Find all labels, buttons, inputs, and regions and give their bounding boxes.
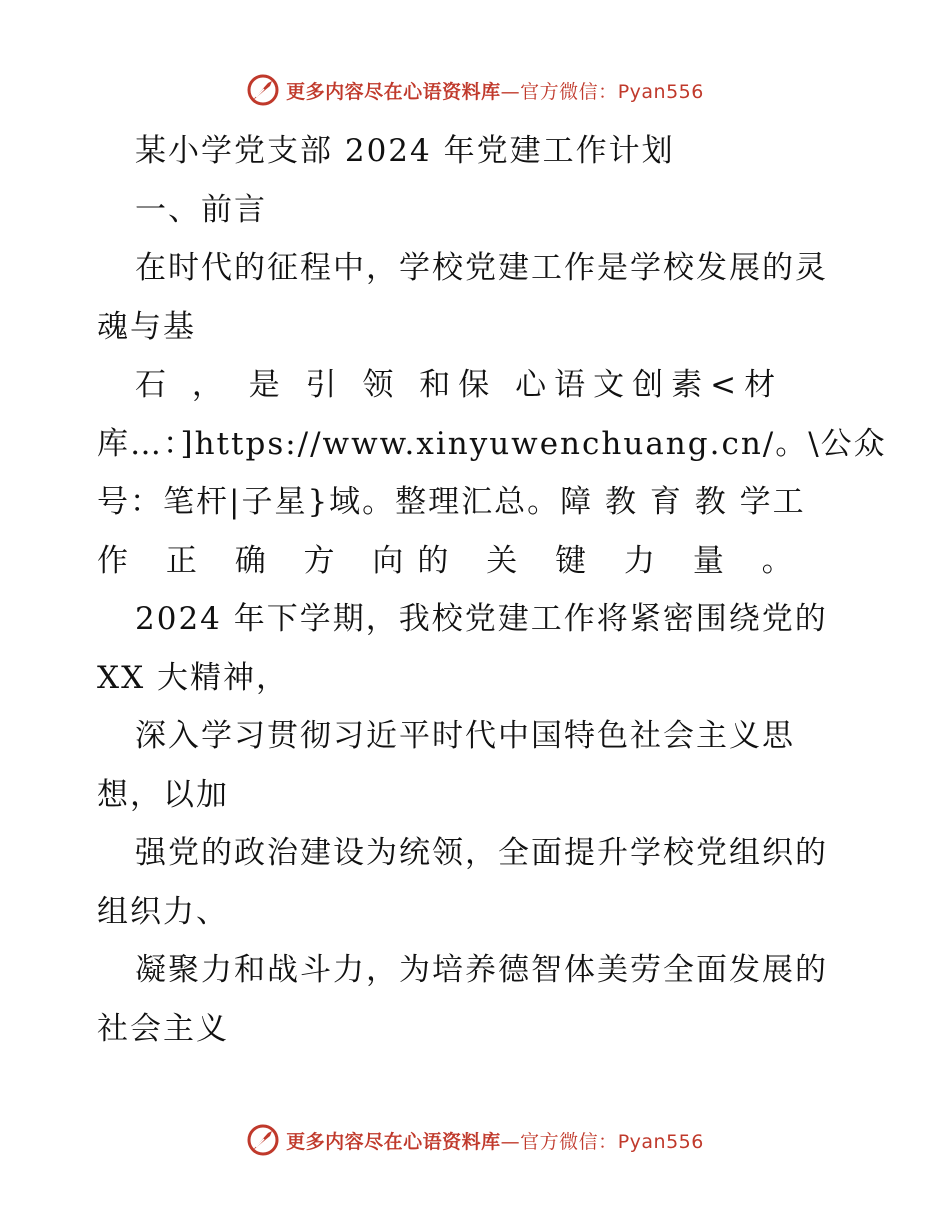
footer-banner [0,1120,950,1160]
section-heading: 一、前言 [135,191,267,228]
paragraph-line: 2024 年下学期，我校党建工作将紧密围绕党的 [135,601,828,637]
banner-dash: — [500,80,521,103]
paragraph-line: 组织力、 [97,893,229,930]
banner-wechat-id: Pyan556 [617,1130,704,1153]
document-title: 某小学党支部 2024 年党建工作计划 [135,133,675,169]
banner-brand-text: 更多内容尽在心语资料库 [286,1130,501,1153]
banner-wechat-id: Pyan556 [617,80,704,103]
quill-pen-logo-icon [246,1123,280,1157]
paragraph-line: 强党的政治建设为统领，全面提升学校党组织的 [135,835,828,871]
paragraph-line: 号：笔杆|子星}域。整理汇总。障 教 育 教 学工 [97,484,806,520]
paragraph-line: 魂与基 [97,308,196,345]
paragraph-line: 石 ， 是 引 领 和保 心语文创素<材 [135,367,784,403]
paragraph-line: 凝聚力和战斗力，为培养德智体美劳全面发展的 [135,952,828,988]
banner-wechat-label: 官方微信： [520,1130,618,1153]
banner-brand-text: 更多内容尽在心语资料库 [286,80,501,103]
paragraph-line: 社会主义 [97,1010,229,1047]
banner-dash: — [500,1130,521,1153]
paragraph-line: 在时代的征程中，学校党建工作是学校发展的灵 [135,250,828,286]
document-body [97,122,887,1058]
paragraph-line: 想，以加 [97,776,229,813]
paragraph-line: 库…：]https://www.xinyuwenchuang.cn/。\公众 [97,425,887,462]
quill-pen-logo-icon [246,73,280,107]
paragraph-line: 作 正 确 方 向的 关 键 力 量 。 [97,542,807,579]
banner-wechat-label: 官方微信： [520,80,618,103]
paragraph-line: 深入学习贯彻习近平时代中国特色社会主义思 [135,718,795,754]
paragraph-line: XX 大精神， [97,659,289,696]
header-banner [0,70,950,110]
